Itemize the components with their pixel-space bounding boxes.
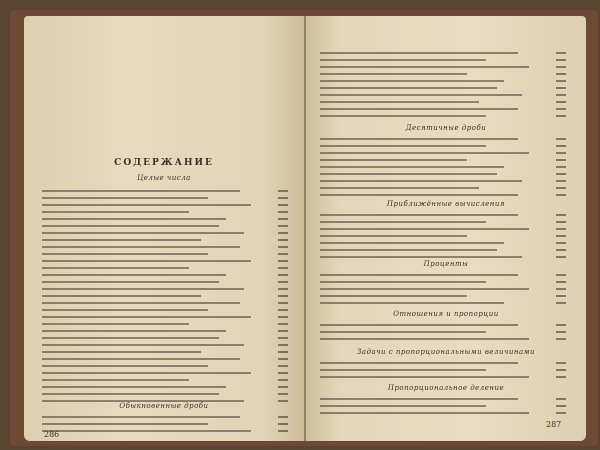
- toc-entry-page-ref: [278, 253, 288, 255]
- toc-entries-percentages: [306, 272, 586, 308]
- toc-entry-page-ref: [556, 376, 566, 378]
- toc-entry-line: [42, 260, 251, 262]
- toc-entry-page-ref: [556, 256, 566, 258]
- toc-entry-line: [320, 73, 467, 75]
- toc-entry-line: [320, 59, 486, 61]
- section-heading-proportional-quantities: Задачи с пропорциональными величинами: [357, 348, 535, 356]
- toc-entry-page-ref: [278, 211, 288, 213]
- toc-entry-line: [42, 351, 201, 353]
- toc-entry-line: [42, 372, 251, 374]
- toc-entry-line: [42, 316, 251, 318]
- toc-entry-line: [42, 358, 240, 360]
- contents-title: СОДЕРЖАНИЕ: [114, 158, 214, 168]
- toc-entry-page-ref: [556, 331, 566, 333]
- toc-entry-line: [42, 379, 189, 381]
- toc-entry-page-ref: [556, 242, 566, 244]
- toc-entry-line: [320, 249, 497, 251]
- toc-entry-line: [320, 369, 486, 371]
- toc-entry-page-ref: [556, 87, 566, 89]
- toc-entries-proportional-quantities: [306, 360, 586, 382]
- toc-entry-line: [42, 253, 208, 255]
- toc-entries-common-fractions: [24, 414, 304, 436]
- toc-entry-line: [42, 393, 219, 395]
- toc-entry-line: [320, 173, 497, 175]
- toc-entry-line: [320, 228, 529, 230]
- toc-entry-line: [42, 330, 226, 332]
- toc-entry-line: [320, 405, 486, 407]
- page-number-right: 287: [546, 420, 562, 429]
- toc-entry-line: [320, 80, 504, 82]
- toc-entry-page-ref: [556, 187, 566, 189]
- toc-entries-decimal-fractions: [306, 136, 586, 198]
- toc-entry-page-ref: [278, 365, 288, 367]
- toc-entry-page-ref: [556, 214, 566, 216]
- toc-entry-page-ref: [556, 166, 566, 168]
- toc-entry-page-ref: [556, 288, 566, 290]
- toc-entry-line: [42, 274, 226, 276]
- toc-entry-page-ref: [556, 281, 566, 283]
- toc-entry-line: [42, 386, 226, 388]
- toc-entry-page-ref: [278, 344, 288, 346]
- toc-entries-whole-numbers: [24, 188, 304, 403]
- toc-entry-line: [42, 281, 219, 283]
- toc-entry-page-ref: [278, 295, 288, 297]
- toc-entry-line: [42, 430, 251, 432]
- toc-entry-line: [320, 338, 529, 340]
- toc-entry-line: [42, 288, 244, 290]
- toc-entry-line: [42, 309, 208, 311]
- toc-entry-page-ref: [278, 309, 288, 311]
- toc-entry-page-ref: [278, 239, 288, 241]
- toc-entry-line: [42, 232, 244, 234]
- toc-entry-line: [320, 376, 529, 378]
- toc-entry-page-ref: [556, 228, 566, 230]
- toc-entry-page-ref: [278, 386, 288, 388]
- toc-entry-page-ref: [556, 138, 566, 140]
- toc-entry-page-ref: [556, 145, 566, 147]
- toc-entry-page-ref: [556, 221, 566, 223]
- toc-entry-line: [320, 52, 518, 54]
- toc-entry-line: [42, 416, 240, 418]
- toc-entry-line: [320, 194, 518, 196]
- toc-entry-page-ref: [556, 152, 566, 154]
- toc-entry-line: [320, 302, 504, 304]
- toc-entry-page-ref: [278, 274, 288, 276]
- toc-entry-page-ref: [556, 235, 566, 237]
- toc-entry-page-ref: [278, 204, 288, 206]
- toc-entry-line: [320, 214, 518, 216]
- toc-entry-line: [320, 412, 529, 414]
- section-heading-proportional-division: Пропорциональное деление: [387, 384, 505, 392]
- toc-entry-line: [320, 324, 518, 326]
- toc-entry-line: [42, 365, 208, 367]
- toc-entry-line: [42, 197, 208, 199]
- toc-entry-line: [320, 94, 522, 96]
- toc-entry-line: [320, 221, 486, 223]
- toc-entry-page-ref: [278, 260, 288, 262]
- toc-entry-line: [42, 204, 251, 206]
- toc-entry-line: [42, 225, 219, 227]
- toc-entry-page-ref: [556, 66, 566, 68]
- toc-entry-line: [320, 295, 467, 297]
- toc-entry-line: [320, 398, 518, 400]
- toc-entry-line: [320, 242, 504, 244]
- toc-entry-line: [320, 138, 518, 140]
- toc-entry-line: [42, 190, 240, 192]
- toc-entry-page-ref: [278, 281, 288, 283]
- toc-entry-page-ref: [556, 295, 566, 297]
- toc-entry-page-ref: [278, 232, 288, 234]
- right-page: [306, 16, 586, 441]
- toc-entry-page-ref: [556, 180, 566, 182]
- section-heading-whole-numbers: Целые числа: [137, 174, 191, 182]
- left-page: [24, 16, 304, 441]
- section-heading-percentages: Проценты: [423, 260, 469, 268]
- section-heading-common-fractions: Обыкновенные дроби: [119, 402, 209, 410]
- toc-entry-page-ref: [278, 288, 288, 290]
- toc-entry-page-ref: [556, 52, 566, 54]
- toc-entry-page-ref: [556, 405, 566, 407]
- toc-entry-page-ref: [556, 159, 566, 161]
- toc-entry-page-ref: [556, 94, 566, 96]
- toc-entry-page-ref: [278, 225, 288, 227]
- toc-entry-line: [42, 302, 240, 304]
- toc-entry-page-ref: [278, 430, 288, 432]
- toc-entry-page-ref: [556, 324, 566, 326]
- toc-entry-page-ref: [278, 218, 288, 220]
- toc-entry-line: [42, 423, 208, 425]
- toc-entries-proportional-division: [306, 396, 586, 416]
- toc-entry-line: [42, 344, 244, 346]
- toc-entry-page-ref: [278, 337, 288, 339]
- toc-entry-page-ref: [278, 302, 288, 304]
- toc-entry-line: [320, 331, 486, 333]
- toc-entry-page-ref: [556, 274, 566, 276]
- toc-entry-line: [42, 267, 189, 269]
- toc-entry-line: [320, 87, 497, 89]
- toc-entry-page-ref: [278, 351, 288, 353]
- toc-entry-page-ref: [278, 316, 288, 318]
- toc-entry-line: [320, 180, 522, 182]
- section-heading-approximate-calculations: Приближённые вычисления: [386, 200, 506, 208]
- toc-entry-page-ref: [556, 362, 566, 364]
- toc-entry-page-ref: [556, 108, 566, 110]
- toc-entry-line: [320, 108, 518, 110]
- toc-entries-approximate-calculations: [306, 212, 586, 258]
- toc-entry-page-ref: [278, 197, 288, 199]
- toc-entry-page-ref: [556, 194, 566, 196]
- section-heading-ratios-proportions: Отношения и пропорции: [393, 310, 499, 318]
- toc-entry-page-ref: [556, 115, 566, 117]
- toc-entry-line: [42, 218, 226, 220]
- toc-entry-page-ref: [556, 80, 566, 82]
- toc-entry-page-ref: [556, 101, 566, 103]
- toc-entry-line: [42, 337, 219, 339]
- toc-entry-line: [42, 239, 201, 241]
- toc-entry-page-ref: [278, 267, 288, 269]
- toc-entry-page-ref: [556, 173, 566, 175]
- toc-entry-page-ref: [278, 323, 288, 325]
- toc-entry-line: [320, 115, 486, 117]
- toc-entry-line: [320, 281, 486, 283]
- toc-entry-line: [320, 159, 467, 161]
- toc-entry-line: [42, 323, 189, 325]
- toc-entry-page-ref: [278, 423, 288, 425]
- toc-entry-line: [320, 101, 479, 103]
- toc-entry-page-ref: [278, 330, 288, 332]
- toc-entry-page-ref: [278, 372, 288, 374]
- toc-entry-line: [320, 288, 529, 290]
- toc-entry-page-ref: [278, 190, 288, 192]
- toc-entry-page-ref: [278, 246, 288, 248]
- toc-entry-line: [320, 166, 504, 168]
- toc-entry-line: [320, 145, 486, 147]
- toc-entry-page-ref: [556, 249, 566, 251]
- toc-entry-page-ref: [556, 412, 566, 414]
- page-number-left: 286: [44, 430, 60, 439]
- toc-entry-line: [320, 66, 529, 68]
- toc-entry-line: [320, 235, 467, 237]
- toc-entry-line: [42, 246, 240, 248]
- toc-entry-page-ref: [278, 393, 288, 395]
- toc-entry-line: [42, 295, 201, 297]
- toc-entry-page-ref: [278, 416, 288, 418]
- toc-entry-line: [320, 187, 479, 189]
- toc-entry-line: [320, 274, 518, 276]
- toc-entry-page-ref: [556, 59, 566, 61]
- toc-entry-page-ref: [556, 302, 566, 304]
- section-heading-decimal-fractions: Десятичные дроби: [405, 124, 487, 132]
- toc-entry-page-ref: [556, 338, 566, 340]
- toc-entries-ratios-proportions: [306, 322, 586, 346]
- toc-entry-page-ref: [278, 358, 288, 360]
- toc-entry-line: [320, 256, 522, 258]
- toc-entries-continued: [306, 50, 586, 120]
- toc-entry-page-ref: [278, 379, 288, 381]
- toc-entry-page-ref: [556, 73, 566, 75]
- toc-entry-line: [320, 152, 529, 154]
- toc-entry-page-ref: [556, 398, 566, 400]
- toc-entry-line: [42, 211, 189, 213]
- toc-entry-line: [320, 362, 518, 364]
- toc-entry-page-ref: [556, 369, 566, 371]
